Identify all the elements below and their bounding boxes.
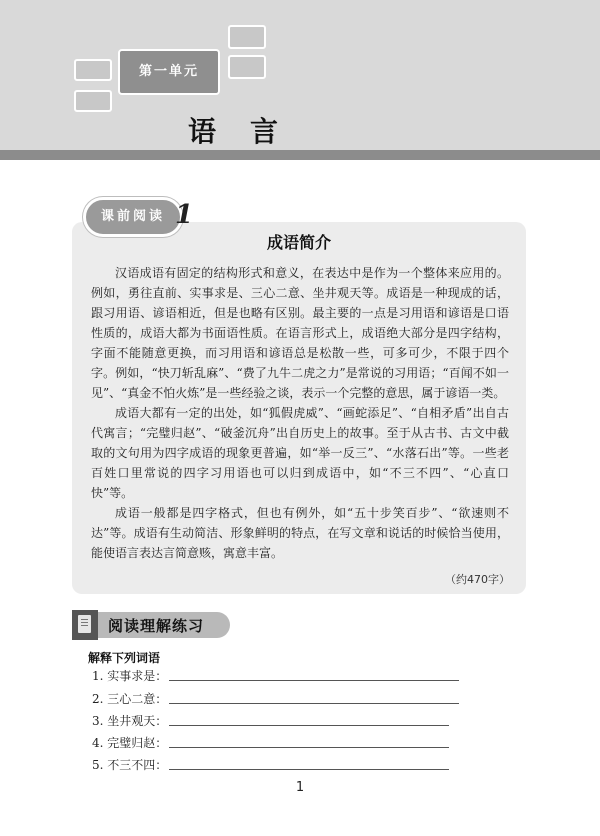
header-divider [0,150,600,160]
decor-square [228,25,266,49]
reading-body [91,263,509,563]
answer-line[interactable] [169,679,459,681]
reading-paragraph: 汉语成语有固定的结构形式和意义，在表达中是作为一个整体来应用的。例如，勇往直前、实事求是、三心二意、坐井观天等。成语是一种现成的话，跟习用语、谚语相近，但是也略有区别。最主要的一点是习用语和谚语是口语性质的，成语大都为书面语性质。在语言形式上，成语绝大部分是四字结构，字面不能随意更换，而习用语和谚语总是松散一些，可多可少，不限于四个字。例如，“快刀斩乱麻”、“费了九牛二虎之力”是常说的习用语；“百闻不如一见”、“真金不怕火炼”是一些经验之谈，表示一个完整的意思，属于谚语一类。 [91,266,509,400]
exercise-item [92,734,449,751]
word-count: （约470字） [445,573,510,586]
exercise-item [92,712,449,729]
reading-title: 成语简介 [266,233,331,252]
answer-line[interactable] [169,746,449,748]
exercise-item [92,756,449,773]
reading-paragraph: 成语大都有一定的出处，如“狐假虎威”、“画蛇添足”、“自相矛盾”出自古代寓言；“完璧归赵”、“破釜沉舟”出自历史上的故事。至于从古书、古文中截取的文句用为四字成语的现象更普遍，如“举一反三”、“水落石出”等。一些老百姓口里常说的四字习用语也可以归到成语中，如“不三不四”、“心直口快”等。 [91,406,509,500]
reading-tab-label: 课前阅读 [83,197,183,237]
practice-title: 阅读理解练习 [108,617,205,635]
practice-instruction: 解释下列词语 [88,651,161,665]
exercise-item [92,690,459,707]
decor-square [228,55,266,79]
practice-banner-cap [72,610,98,640]
decor-square [74,90,112,112]
page-number: 1 [295,780,305,795]
answer-line[interactable] [169,702,459,704]
answer-line[interactable] [169,724,449,726]
page-title: 语言 [188,115,313,148]
decor-square [74,59,112,81]
exercise-label: 2. 三心二意： [92,692,168,706]
exercise-label: 3. 坐井观天： [92,714,168,728]
unit-label: 第一单元 [118,49,220,95]
exercise-label: 1. 实事求是： [92,669,168,683]
answer-line[interactable] [169,768,449,770]
reading-paragraph: 成语一般都是四字格式，但也有例外，如“五十步笑百步”、“欲速则不达”等。成语有生动简洁、形象鲜明的特点，在写文章和说话的时候恰当使用，能使语言表达言简意赅，寓意丰富。 [91,506,509,560]
book-icon [78,615,91,633]
exercise-label: 5. 不三不四： [92,758,168,772]
reading-tab-number: 1 [175,200,194,230]
practice-banner [72,612,230,638]
exercise-label: 4. 完璧归赵： [92,736,168,750]
exercise-item [92,667,459,684]
